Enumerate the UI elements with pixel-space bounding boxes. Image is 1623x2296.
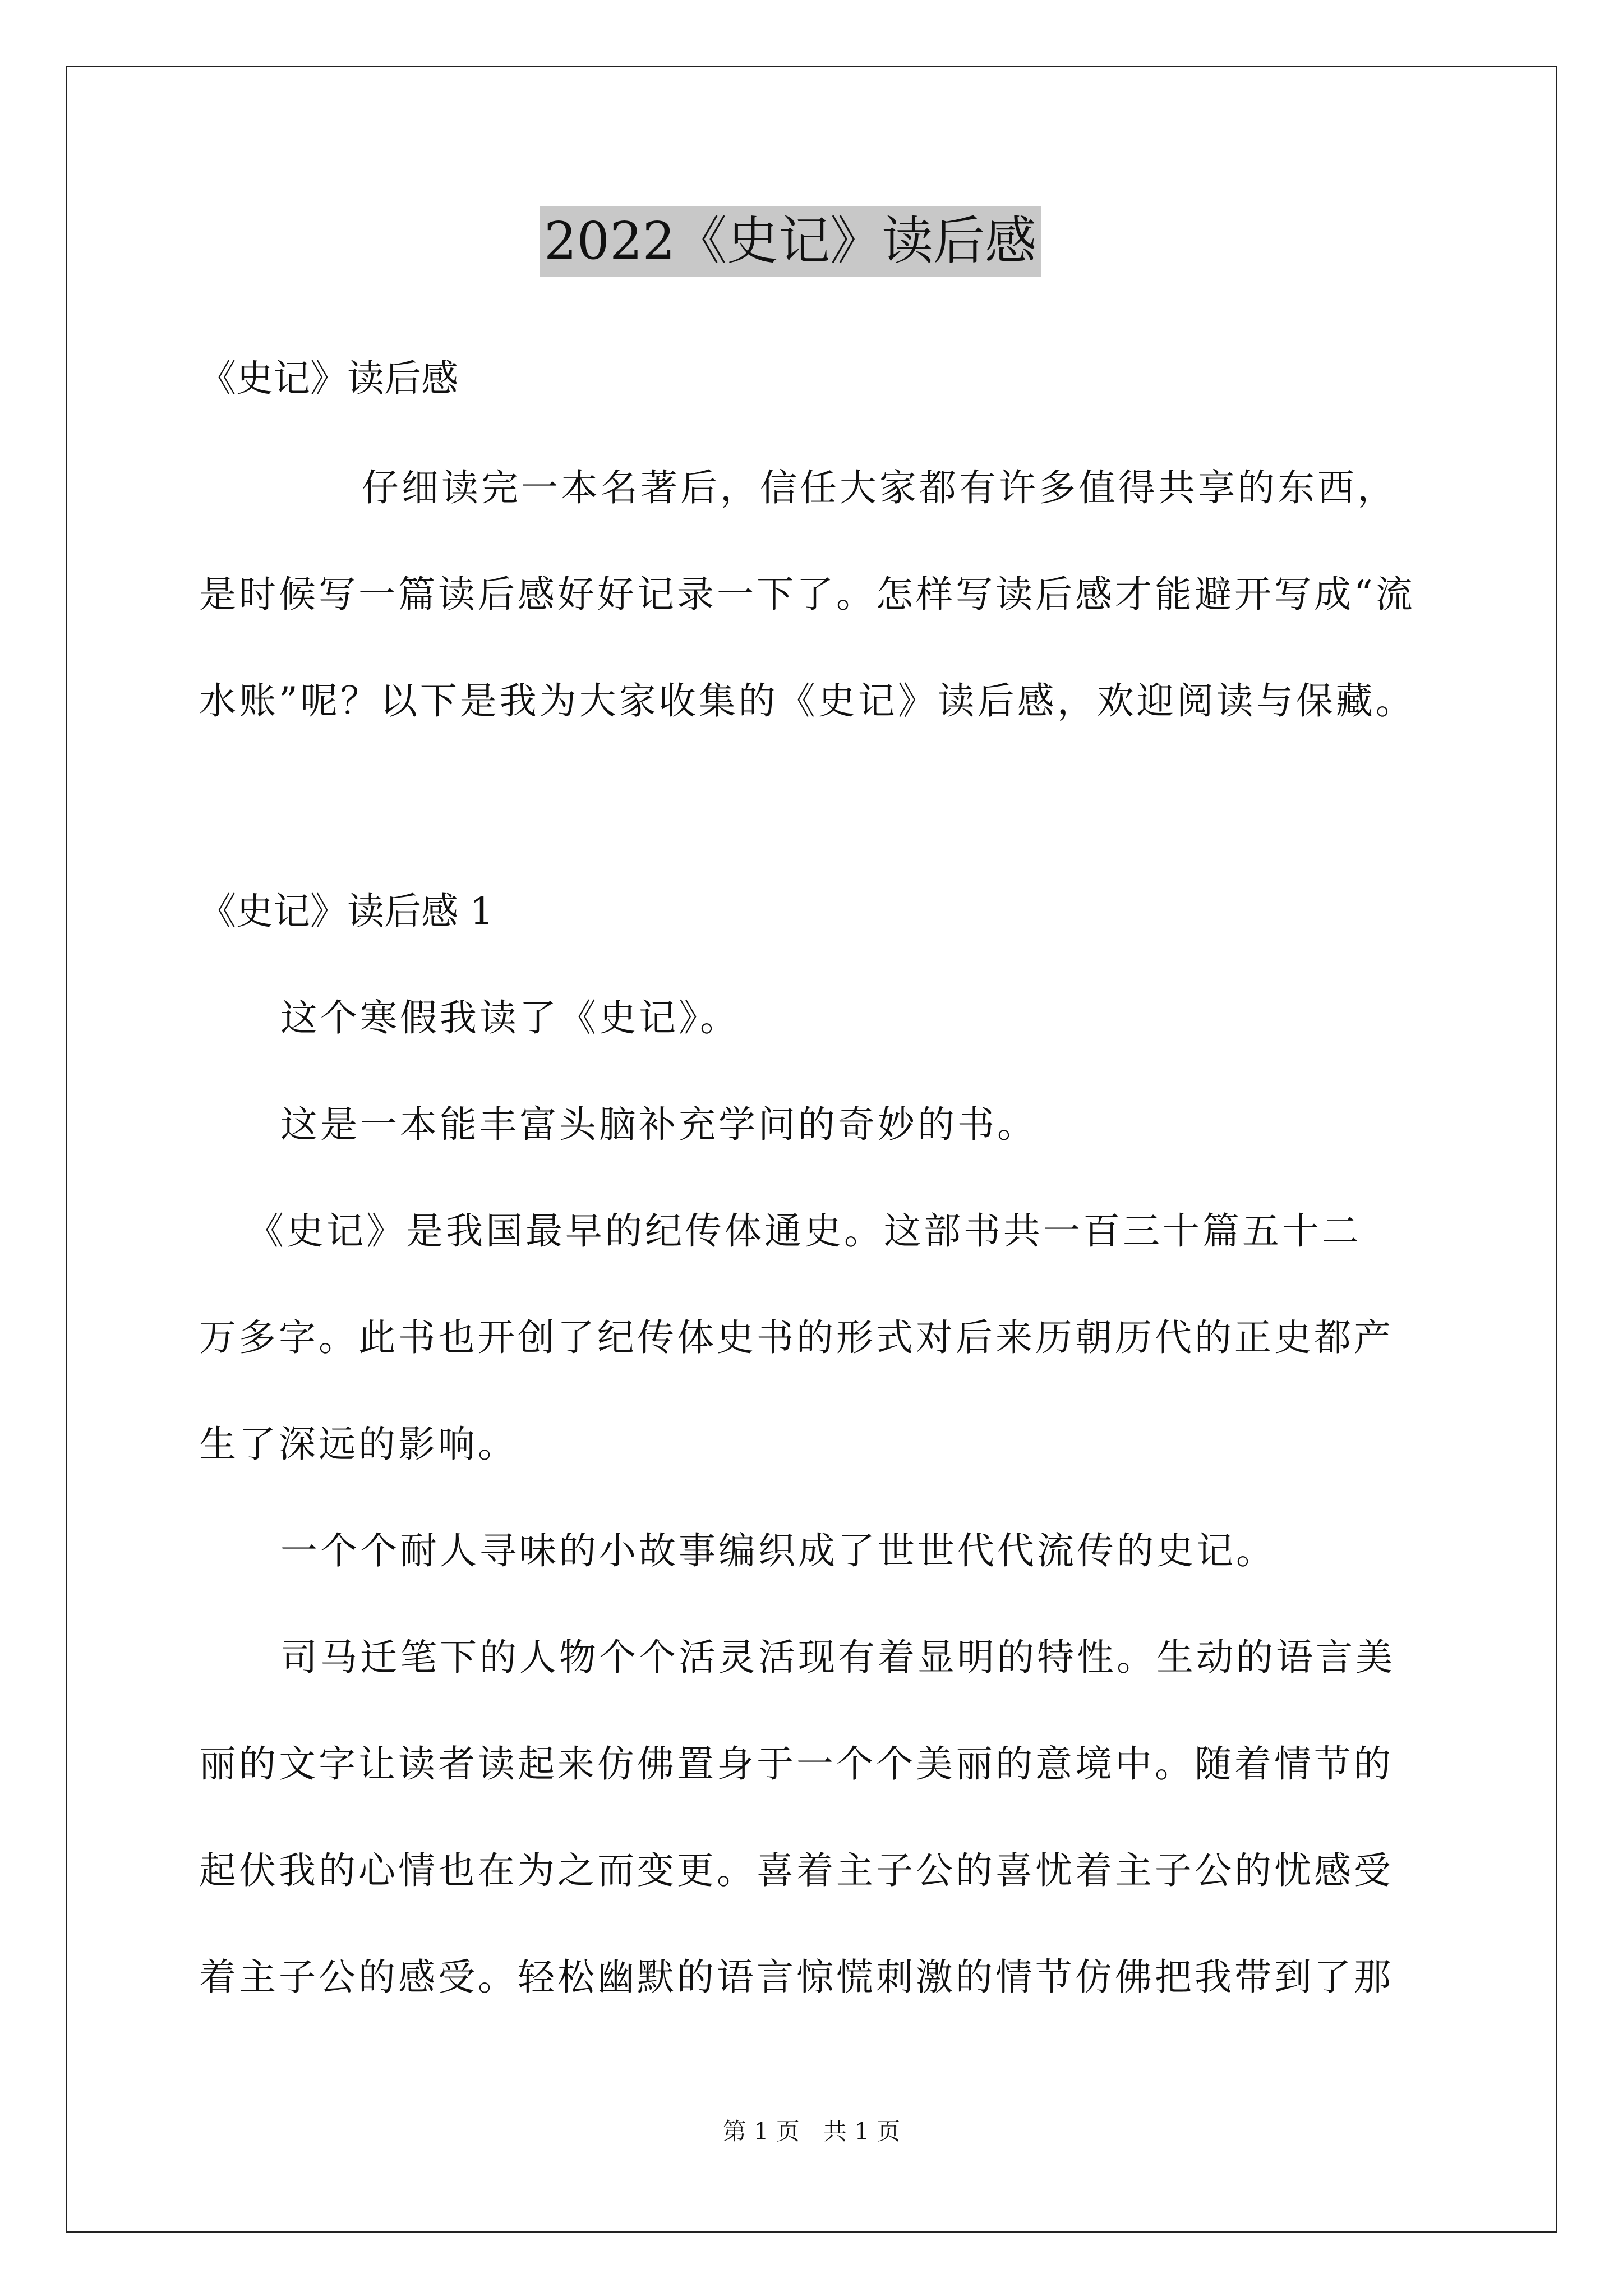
document-title: 2022《史记》读后感 xyxy=(540,206,1041,277)
paragraph-line: 一个个耐人寻味的小故事编织成了世世代代流传的史记。 xyxy=(280,1529,1276,1572)
intro-line: 是时候写一篇读后感好好记录一下了。怎样写读后感才能避开写成“流 xyxy=(199,573,1415,616)
paragraph-line: 丽的文字让读者读起来仿佛置身于一个个美丽的意境中。随着情节的 xyxy=(199,1742,1394,1786)
paragraph-line: 这是一本能丰富头脑补充学问的奇妙的书。 xyxy=(280,1103,1037,1146)
intro-line: 水账”呢？以下是我为大家收集的《史记》读后感，欢迎阅读与保藏。 xyxy=(199,679,1415,723)
intro-heading: 《史记》读后感 xyxy=(199,357,458,400)
paragraph-line: 这个寒假我读了《史记》。 xyxy=(280,996,740,1039)
paragraph-line: 起伏我的心情也在为之而变更。喜着主子公的喜忧着主子公的忧感受 xyxy=(199,1849,1394,1892)
page-footer: 第 1 页 共 1 页 xyxy=(722,2118,901,2145)
paragraph-line: 万多字。此书也开创了纪传体史书的形式对后来历朝历代的正史都产 xyxy=(199,1316,1394,1359)
paragraph-line: 生了深远的影响。 xyxy=(199,1423,518,1466)
intro-line: 仔细读完一本名著后，信任大家都有许多值得共享的东西， xyxy=(362,466,1397,509)
section-heading: 《史记》读后感 1 xyxy=(199,890,494,933)
paragraph-line: 着主子公的感受。轻松幽默的语言惊慌刺激的情节仿佛把我带到了那 xyxy=(199,1955,1394,1999)
paragraph-line: 《史记》是我国最早的纪传体通史。这部书共一百三十篇五十二 xyxy=(247,1209,1362,1253)
paragraph-line: 司马迁笔下的人物个个活灵活现有着显明的特性。生动的语言美 xyxy=(280,1636,1395,1679)
